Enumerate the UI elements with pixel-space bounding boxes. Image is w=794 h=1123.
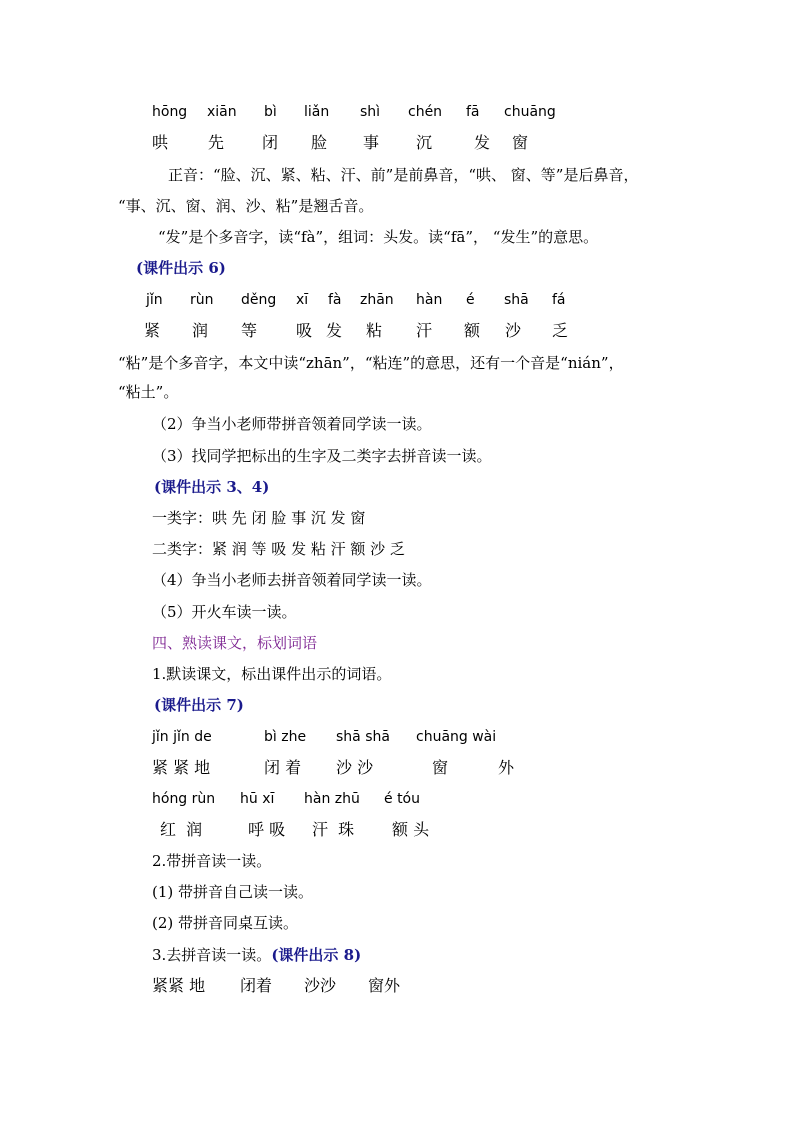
- courseware-label-3-4: (课件出示 3、4): [154, 478, 270, 496]
- step-5: （5）开火车读一读。: [152, 603, 297, 621]
- pinyin: hàn zhū: [304, 791, 360, 807]
- word: 汗 珠: [312, 820, 355, 839]
- pinyin: děng: [241, 292, 277, 308]
- pinyin: fā: [466, 104, 480, 120]
- word: 紧紧 地: [152, 976, 206, 995]
- class-1-chars: 一类字：哄 先 闭 脸 事 沉 发 窗: [152, 509, 366, 527]
- char-row-1: [0, 133, 794, 313]
- hanzi: 紧: [144, 321, 161, 340]
- hanzi: 沉: [416, 133, 433, 152]
- duoyin-zhan-line-2: “粘土”。: [118, 383, 179, 401]
- hanzi: 闭: [262, 133, 279, 152]
- duoyin-zhan-line-1: “粘”是个多音字，本文中读“zhān”，“粘连”的意思，还有一个音是“nián”，: [118, 354, 624, 372]
- pinyin: zhān: [360, 292, 394, 308]
- pinyin: shā shā: [336, 729, 390, 745]
- pinyin: jǐn jǐn de: [152, 729, 212, 745]
- pinyin: é: [466, 292, 475, 308]
- zhengyin-line-2: “事、沉、窗、润、沙、粘”是翘舌音。: [118, 197, 374, 215]
- word: 额 头: [392, 820, 430, 839]
- duoyin-fa: “发”是个多音字，读“fà”，组词：头发。读“fā”， “发生”的意思。: [158, 228, 599, 246]
- hanzi: 发: [326, 321, 343, 340]
- pinyin: rùn: [190, 292, 214, 308]
- hanzi: 事: [363, 133, 380, 152]
- word: 外: [498, 758, 515, 777]
- pinyin: hóng rùn: [152, 791, 216, 807]
- hanzi: 脸: [311, 133, 328, 152]
- word: 闭 着: [264, 758, 302, 777]
- pinyin: hàn: [416, 292, 443, 308]
- pinyin: shì: [360, 104, 381, 120]
- step-3: （3）找同学把标出的生字及二类字去拼音读一读。: [152, 447, 492, 465]
- item-2-2: (2) 带拼音同桌互读。: [152, 914, 299, 932]
- pinyin: chén: [408, 104, 443, 120]
- pinyin: hōng: [152, 104, 188, 120]
- zhengyin-line-1: 正音：“脸、沉、紧、粘、汗、前”是前鼻音，“哄、 窗、等”是后鼻音，: [168, 166, 639, 184]
- item-2-1: (1) 带拼音自己读一读。: [152, 883, 314, 901]
- word-row-5: [0, 976, 794, 1076]
- word: 呼 吸: [248, 820, 286, 839]
- step-4: （4）争当小老师去拼音领着同学读一读。: [152, 571, 432, 589]
- pinyin: bì zhe: [264, 729, 307, 745]
- courseware-label-8: (课件出示 8): [271, 946, 362, 964]
- hanzi: 先: [208, 133, 225, 152]
- item-3-text: 3.去拼音读一读。: [152, 946, 272, 964]
- pinyin: é tóu: [384, 791, 420, 807]
- hanzi: 窗: [512, 133, 529, 152]
- word: 紧 紧 地: [152, 758, 211, 777]
- word: 窗: [432, 758, 449, 777]
- pinyin: liǎn: [304, 104, 330, 120]
- courseware-label-6: (课件出示 6): [136, 259, 226, 277]
- hanzi: 润: [192, 321, 209, 340]
- hanzi: 粘: [366, 321, 383, 340]
- hanzi: 沙: [505, 321, 522, 340]
- pinyin: xiān: [207, 104, 237, 120]
- hanzi: 等: [241, 321, 258, 340]
- pinyin: shā: [504, 292, 529, 308]
- word: 红 润: [160, 820, 203, 839]
- section-heading-4: 四、熟读课文，标划词语: [152, 634, 318, 652]
- word: 沙沙: [304, 976, 337, 995]
- hanzi: 额: [464, 321, 481, 340]
- char-row-4: [0, 820, 794, 920]
- pinyin: fá: [552, 292, 566, 308]
- pinyin: xī: [296, 292, 309, 308]
- courseware-label-7: (课件出示 7): [154, 696, 244, 714]
- hanzi: 发: [474, 133, 491, 152]
- hanzi: 吸: [296, 321, 313, 340]
- hanzi: 乏: [552, 321, 569, 340]
- hanzi: 汗: [416, 321, 433, 340]
- step-2: （2）争当小老师带拼音领着同学读一读。: [152, 415, 432, 433]
- pinyin: jǐn: [146, 292, 163, 308]
- class-2-chars: 二类字：紧 润 等 吸 发 粘 汗 额 沙 乏: [152, 540, 405, 558]
- pinyin: fà: [328, 292, 342, 308]
- word: 闭着: [240, 976, 273, 995]
- word: 沙 沙: [336, 758, 374, 777]
- hanzi: 哄: [152, 133, 169, 152]
- item-1: 1.默读课文，标出课件出示的词语。: [152, 665, 392, 683]
- word: 窗外: [368, 976, 401, 995]
- pinyin: hū xī: [240, 791, 275, 807]
- item-2: 2.带拼音读一读。: [152, 852, 272, 870]
- item-3: [152, 945, 361, 965]
- pinyin: chuāng: [504, 104, 556, 120]
- pinyin: chuāng wài: [416, 729, 497, 745]
- pinyin: bì: [264, 104, 277, 120]
